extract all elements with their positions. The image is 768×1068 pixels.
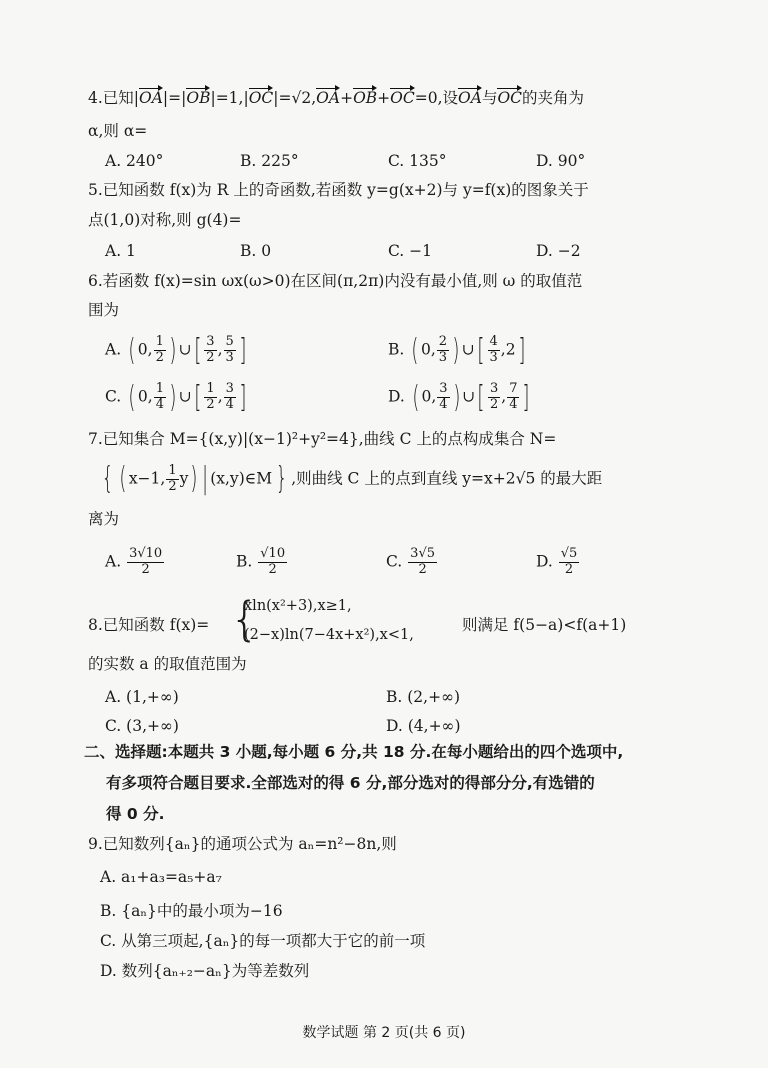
denominator: 4 — [225, 397, 234, 412]
q8-case-1: xln(x²+3),x≥1, — [244, 598, 352, 614]
fraction — [437, 335, 449, 366]
paren-close: ) — [190, 461, 198, 497]
question-7-line-1: 7.已知集合 M={(x,y)|(x−1)²+y²=4},曲线 C 上的点构成集合 N= — [88, 430, 557, 448]
bracket-close: ] — [522, 380, 530, 415]
comma: , — [217, 340, 223, 359]
numerator: 5 — [225, 334, 234, 350]
q6-option-a — [105, 333, 249, 368]
union-sign: ∪ — [462, 387, 476, 406]
numerator: 2 — [438, 334, 448, 350]
paren-close: ) — [452, 333, 460, 368]
section-2-line-2: 有多项符合题目要求.全部选对的得 6 分,部分选对的得部分分,有选错的 — [106, 774, 595, 792]
paren-close: ) — [452, 380, 460, 415]
q4-prefix: 4.已知| — [88, 89, 140, 107]
b-tail: ,2 — [500, 340, 516, 359]
question-7-line-3: 离为 — [88, 510, 120, 528]
numerator: 3 — [439, 381, 448, 397]
q4-option-a: A. 240° — [105, 152, 164, 170]
q4-option-b: B. 225° — [240, 152, 299, 170]
denominator: 2 — [268, 561, 277, 577]
denominator: 2 — [155, 350, 164, 365]
fraction — [204, 335, 216, 366]
fraction — [224, 335, 236, 366]
q4-angle-text: 的夹角为 — [522, 89, 585, 107]
vector-oa-3: OA — [458, 89, 482, 107]
numerator: 3√10 — [129, 546, 163, 561]
q6-a-label: A. — [105, 340, 122, 359]
denominator: 2 — [141, 561, 150, 577]
fraction — [154, 382, 166, 413]
q6-c-label: C. — [105, 387, 122, 406]
fraction — [488, 382, 500, 413]
q8-case-2: (2−x)ln(7−4x+x²),x<1, — [244, 627, 414, 643]
question-6-line-2: 围为 — [88, 301, 120, 319]
q7-option-b — [236, 547, 288, 578]
fraction — [127, 547, 164, 578]
q9-option-b: B. {aₙ}中的最小项为−16 — [100, 902, 283, 920]
fraction — [488, 335, 500, 366]
question-5-line-1: 5.已知函数 f(x)为 R 上的奇函数,若函数 y=g(x+2)与 y=f(x)的图象关于 — [88, 181, 589, 199]
q9-option-d: D. 数列{aₙ₊₂−aₙ}为等差数列 — [100, 962, 310, 980]
denominator: 3 — [438, 350, 448, 365]
fraction-half — [166, 464, 178, 495]
denominator: 4 — [439, 397, 448, 412]
y-var: y — [179, 469, 189, 488]
q7-option-d — [536, 547, 580, 578]
q6-option-c — [105, 380, 249, 415]
q7-option-a — [105, 547, 165, 578]
fraction — [204, 382, 216, 413]
fraction — [559, 547, 580, 578]
option-label: D. — [536, 552, 553, 571]
fraction — [224, 382, 236, 413]
fraction — [154, 335, 166, 366]
numerator: 3 — [489, 381, 499, 397]
q7-line2-tail: ,则曲线 C 上的点到直线 y=x+2√5 的最大距 — [291, 469, 603, 488]
paren-open: ( — [412, 380, 420, 415]
q8-option-c: C. (3,+∞) — [105, 717, 179, 735]
fraction — [408, 547, 437, 578]
question-4-line-2: α,则 α= — [88, 122, 148, 140]
zero: 0, — [137, 387, 153, 406]
question-4-line-1 — [88, 91, 688, 107]
section-2-header — [84, 737, 690, 830]
q6-option-d — [388, 380, 532, 415]
q5-option-c: C. −1 — [388, 242, 433, 260]
q5-option-a: A. 1 — [105, 242, 136, 260]
denominator: 2 — [564, 561, 574, 577]
denominator: 2 — [206, 397, 215, 412]
numerator: 4 — [489, 334, 498, 350]
denominator: 2 — [489, 397, 499, 412]
q5-option-b: B. 0 — [240, 242, 272, 260]
bracket-close: ] — [239, 380, 247, 415]
comma: , — [217, 387, 223, 406]
q8-option-a: A. (1,+∞) — [105, 688, 179, 706]
page-footer: 数学试题 第 2 页(共 6 页) — [302, 1025, 466, 1041]
section-2-line-3: 得 0 分. — [106, 805, 165, 823]
section-2-line-1: 二、选择题:本题共 3 小题,每小题 6 分,共 18 分.在每小题给出的四个选项中, — [84, 743, 624, 761]
union-sign: ∪ — [461, 340, 475, 359]
numerator: 1 — [206, 381, 215, 397]
paren-open: ( — [119, 461, 127, 497]
numerator: √5 — [560, 546, 578, 561]
q6-option-b — [388, 333, 527, 368]
vector-oc-3: OC — [497, 89, 523, 107]
q8-option-d: D. (4,+∞) — [386, 717, 461, 735]
bracket-open: [ — [193, 333, 201, 368]
fraction — [437, 382, 449, 413]
numerator: 1 — [155, 381, 164, 397]
question-6-line-1: 6.若函数 f(x)=sin ωx(ω>0)在区间(π,2π)内没有最小值,则 ω 的取值范 — [88, 272, 583, 290]
question-7-line-2 — [98, 461, 698, 497]
q6-d-label: D. — [388, 387, 405, 406]
q4-and: 与 — [481, 89, 498, 107]
zero: 0, — [421, 387, 437, 406]
denominator: 3 — [489, 350, 498, 365]
q8-tail: 则满足 f(5−a)<f(a+1) — [462, 616, 627, 634]
vector-ob-2: OB — [353, 89, 378, 107]
q4-eq4: =0,设 — [414, 89, 459, 107]
denominator: 2 — [418, 561, 427, 577]
vector-oc-2: OC — [390, 89, 415, 107]
option-label: A. — [105, 552, 122, 571]
vector-ob: OB — [186, 89, 211, 107]
fraction — [507, 382, 519, 413]
paren-close: ) — [169, 333, 177, 368]
set-brace-open: { — [101, 461, 114, 497]
bracket-close: ] — [239, 333, 247, 368]
paren-open: ( — [128, 333, 136, 368]
numerator: 3 — [206, 334, 215, 350]
q9-option-c: C. 从第三项起,{aₙ}的每一项都大于它的前一项 — [100, 932, 426, 950]
paren-close: ) — [169, 380, 177, 415]
denominator: 3 — [225, 350, 234, 365]
q8-lead: 8.已知函数 f(x)= — [88, 616, 210, 634]
vector-oa: OA — [139, 89, 163, 107]
numerator: √10 — [260, 546, 286, 561]
set-brace-close: } — [275, 461, 288, 497]
vector-oa-2: OA — [316, 89, 341, 107]
comma: , — [501, 387, 507, 406]
denominator: 2 — [206, 350, 215, 365]
zero: 0, — [137, 340, 153, 359]
paren-open: ( — [411, 333, 419, 368]
q4-plus-2: + — [377, 89, 391, 107]
q4-plus: + — [340, 89, 354, 107]
q4-option-c: C. 135° — [388, 152, 447, 170]
union-sign: ∪ — [178, 340, 192, 359]
q7-option-c — [386, 547, 438, 578]
q4-option-d: D. 90° — [536, 152, 586, 170]
bracket-open: [ — [194, 380, 202, 415]
denominator: 4 — [155, 397, 164, 412]
numerator: 3 — [225, 381, 234, 397]
question-8-line-2: 的实数 a 的取值范围为 — [88, 655, 247, 673]
paren-open: ( — [128, 380, 136, 415]
q5-option-d: D. −2 — [536, 242, 581, 260]
bracket-close: ] — [517, 333, 525, 368]
question-5-line-2: 点(1,0)对称,则 g(4)= — [88, 211, 242, 229]
fraction — [258, 547, 287, 578]
q6-b-label: B. — [388, 340, 405, 359]
bracket-open: [ — [477, 380, 485, 415]
question-9-line-1: 9.已知数列{aₙ}的通项公式为 aₙ=n²−8n,则 — [88, 835, 397, 853]
q9-option-a: A. a₁+a₃=a₅+a₇ — [100, 868, 222, 886]
union-sign: ∪ — [178, 387, 192, 406]
option-label: C. — [386, 552, 403, 571]
q4-eq: |=| — [162, 89, 187, 107]
option-label: B. — [236, 552, 253, 571]
numerator: 1 — [168, 463, 177, 478]
denominator: 4 — [509, 397, 518, 412]
x-minus-one: x−1, — [128, 469, 166, 488]
q8-piecewise-brace: { — [230, 592, 260, 646]
vector-oc: OC — [248, 89, 274, 107]
numerator: 1 — [155, 334, 164, 350]
set-bar: | — [202, 461, 209, 497]
q8-option-b: B. (2,+∞) — [386, 688, 461, 706]
numerator: 7 — [509, 381, 518, 397]
numerator: 3√5 — [410, 546, 435, 561]
bracket-open: [ — [477, 333, 485, 368]
set-condition: (x,y)∈M — [210, 469, 273, 488]
zero: 0, — [420, 340, 436, 359]
q4-eq3: |=√2, — [273, 89, 317, 107]
q4-eq2: |=1,| — [210, 89, 249, 107]
denominator: 2 — [168, 478, 177, 494]
